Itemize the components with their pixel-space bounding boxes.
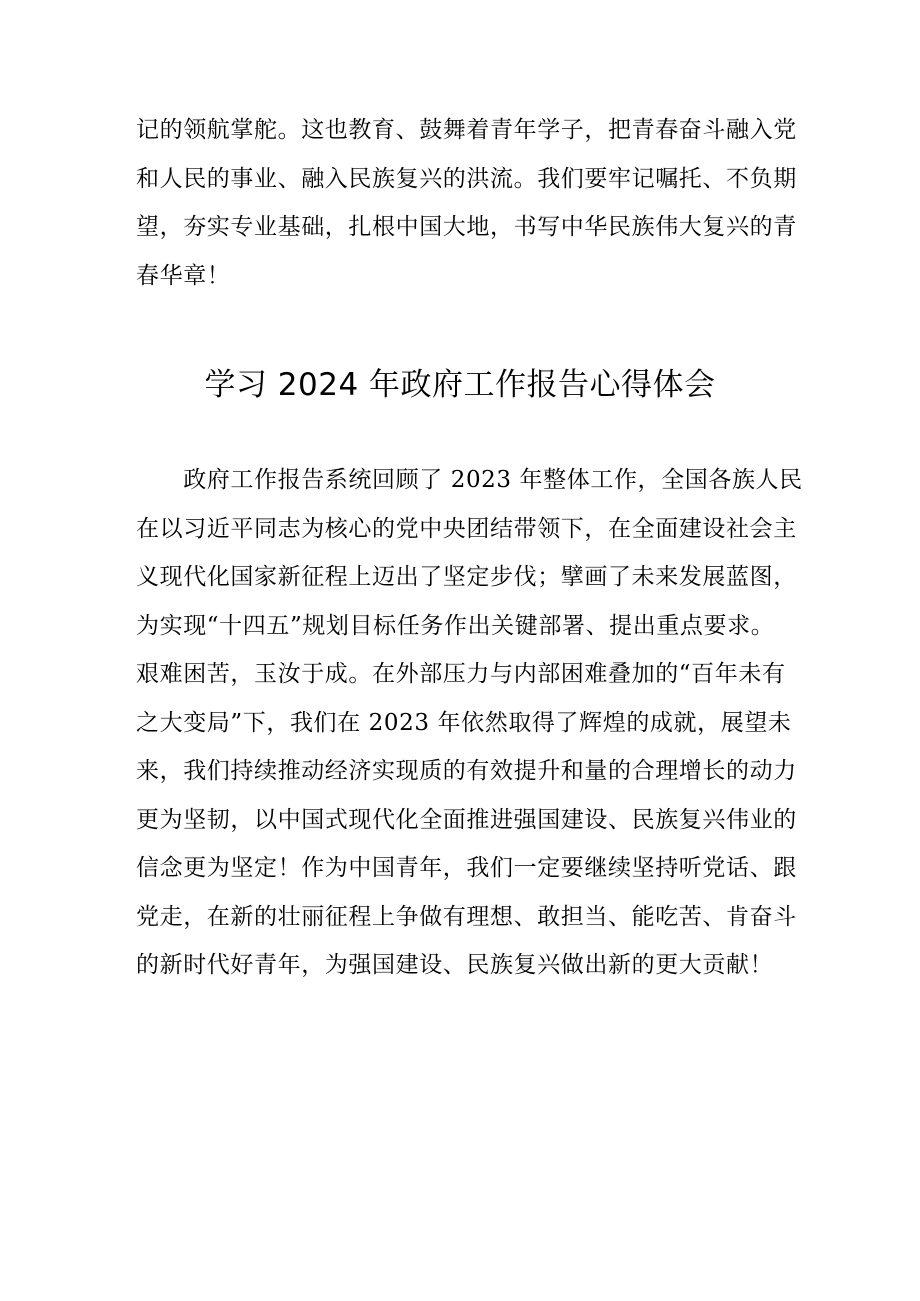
text-line: 春华章！ bbox=[136, 262, 231, 289]
text-line: 党走，在新的壮丽征程上争做有理想、敢担当、能吃苦、肯奋斗 bbox=[136, 903, 797, 930]
text-line: 为实现“十四五”规划目标任务作出关键部署、提出重点要求。 bbox=[136, 612, 775, 639]
text-line: 记的领航掌舵。这也教育、鼓舞着青年学子，把青春奋斗融入党 bbox=[136, 117, 797, 143]
text-line: 艰难困苦，玉汝于成。在外部压力与内部困难叠加的“百年未有 bbox=[136, 661, 786, 687]
continuation-paragraph bbox=[136, 106, 797, 300]
section-title: 学习 2024 年政府工作报告心得体会 bbox=[204, 367, 716, 403]
text-line: 政府工作报告系统回顾了 2023 年整体工作，全国各族人民 bbox=[136, 467, 803, 493]
text-line: 更为坚韧，以中国式现代化全面推进强国建设、民族复兴伟业的 bbox=[136, 806, 797, 833]
text-line: 的新时代好青年，为强国建设、民族复兴做出新的更大贡献！ bbox=[136, 952, 774, 978]
body-paragraph bbox=[136, 456, 803, 990]
text-line: 信念更为坚定！作为中国青年，我们一定要继续坚持听党话、跟 bbox=[136, 855, 797, 881]
text-line: 来，我们持续推动经济实现质的有效提升和量的合理增长的动力 bbox=[136, 758, 797, 784]
text-line: 之大变局”下，我们在 2023 年依然取得了辉煌的成就，展望未 bbox=[136, 709, 792, 736]
text-line: 望，夯实专业基础，扎根中国大地，书写中华民族伟大复兴的青 bbox=[136, 214, 797, 240]
text-line: 义现代化国家新征程上迈出了坚定步伐；擘画了未来发展蓝图， bbox=[136, 564, 797, 590]
text-line: 和人民的事业、融入民族复兴的洪流。我们要牢记嘱托、不负期 bbox=[136, 165, 797, 192]
text-line: 在以习近平同志为核心的党中央团结带领下，在全面建设社会主 bbox=[136, 515, 797, 542]
